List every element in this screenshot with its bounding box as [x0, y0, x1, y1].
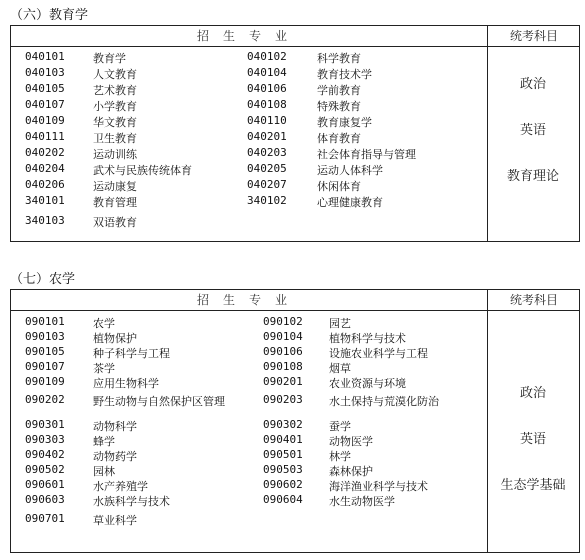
education-table — [10, 25, 580, 242]
major-code: 040111 — [25, 130, 65, 143]
exam-subject: 政治 — [519, 386, 546, 401]
major-code: 090604 — [263, 493, 303, 506]
major-code: 040107 — [25, 98, 65, 111]
major-name: 园林 — [93, 465, 115, 478]
exam-subject: 生态学基础 — [500, 478, 566, 493]
major-name: 水生动物医学 — [329, 495, 395, 508]
major-name: 农业资源与环境 — [329, 377, 406, 390]
major-name: 学前教育 — [317, 84, 361, 97]
major-name: 运动训练 — [93, 148, 137, 161]
major-code: 040102 — [247, 50, 287, 63]
education-table-body — [11, 47, 579, 242]
major-code: 090502 — [25, 463, 65, 476]
major-code: 090203 — [263, 393, 303, 406]
major-name: 烟草 — [329, 362, 351, 375]
agriculture-table-body — [11, 311, 579, 553]
major-name: 动物药学 — [93, 450, 137, 463]
header-exam-subjects: 统考科目 — [487, 290, 580, 310]
header-exam-subjects: 统考科目 — [487, 26, 580, 46]
major-name: 人文教育 — [93, 68, 137, 81]
major-name: 运动人体科学 — [317, 164, 383, 177]
section-title-education: （六）教育学 — [10, 8, 89, 23]
major-name: 社会体育指导与管理 — [317, 148, 416, 161]
major-name: 野生动物与自然保护区管理 — [93, 395, 225, 408]
major-name: 华文教育 — [93, 116, 137, 129]
major-code: 040109 — [25, 114, 65, 127]
exam-subject: 政治 — [519, 77, 546, 92]
major-code: 090103 — [25, 330, 65, 343]
major-code: 340103 — [25, 214, 65, 227]
major-code: 090501 — [263, 448, 303, 461]
exam-subject: 教育理论 — [506, 169, 559, 184]
major-name: 茶学 — [93, 362, 115, 375]
major-code: 040206 — [25, 178, 65, 191]
major-code: 040103 — [25, 66, 65, 79]
major-code: 090301 — [25, 418, 65, 431]
exam-subject: 英语 — [519, 432, 546, 447]
major-name: 科学教育 — [317, 52, 361, 65]
major-name: 教育管理 — [93, 196, 137, 209]
major-name: 水产养殖学 — [93, 480, 148, 493]
major-name: 运动康复 — [93, 180, 137, 193]
education-table-header — [11, 26, 579, 47]
major-name: 水族科学与技术 — [93, 495, 170, 508]
major-code: 340102 — [247, 194, 287, 207]
major-code: 040110 — [247, 114, 287, 127]
major-code: 090106 — [263, 345, 303, 358]
major-name: 休闲体育 — [317, 180, 361, 193]
major-name: 体育教育 — [317, 132, 361, 145]
major-name: 教育康复学 — [317, 116, 372, 129]
major-name: 教育学 — [93, 52, 126, 65]
agriculture-table-header — [11, 290, 579, 311]
major-code: 090105 — [25, 345, 65, 358]
major-code: 090603 — [25, 493, 65, 506]
major-code: 340101 — [25, 194, 65, 207]
major-name: 动物医学 — [329, 435, 373, 448]
major-name: 心理健康教育 — [317, 196, 383, 209]
major-code: 090102 — [263, 315, 303, 328]
major-name: 植物保护 — [93, 332, 137, 345]
section-title-agriculture: （七）农学 — [10, 272, 76, 287]
header-major: 招生专业 — [196, 293, 301, 307]
major-code: 090107 — [25, 360, 65, 373]
major-name: 设施农业科学与工程 — [329, 347, 428, 360]
major-code: 090302 — [263, 418, 303, 431]
major-code: 090401 — [263, 433, 303, 446]
major-code: 090303 — [25, 433, 65, 446]
major-name: 应用生物科学 — [93, 377, 159, 390]
major-name: 蚕学 — [329, 420, 351, 433]
major-code: 090402 — [25, 448, 65, 461]
major-code: 090201 — [263, 375, 303, 388]
major-name: 蜂学 — [93, 435, 115, 448]
major-name: 农学 — [93, 317, 115, 330]
major-code: 040106 — [247, 82, 287, 95]
major-name: 种子科学与工程 — [93, 347, 170, 360]
major-code: 090101 — [25, 315, 65, 328]
major-code: 090109 — [25, 375, 65, 388]
major-name: 植物科学与技术 — [329, 332, 406, 345]
major-code: 090503 — [263, 463, 303, 476]
header-major: 招生专业 — [196, 29, 301, 43]
agriculture-table — [10, 289, 580, 553]
major-code: 090701 — [25, 512, 65, 525]
major-code: 040108 — [247, 98, 287, 111]
major-code: 040207 — [247, 178, 287, 191]
major-code: 040205 — [247, 162, 287, 175]
major-code: 040201 — [247, 130, 287, 143]
major-name: 武术与民族传统体育 — [93, 164, 192, 177]
major-code: 090601 — [25, 478, 65, 491]
major-code: 040203 — [247, 146, 287, 159]
major-name: 教育技术学 — [317, 68, 372, 81]
major-name: 草业科学 — [93, 514, 137, 527]
major-code: 040105 — [25, 82, 65, 95]
major-code: 040101 — [25, 50, 65, 63]
major-name: 动物科学 — [93, 420, 137, 433]
major-name: 水土保持与荒漠化防治 — [329, 395, 439, 408]
major-name: 园艺 — [329, 317, 351, 330]
major-code: 090108 — [263, 360, 303, 373]
major-name: 林学 — [329, 450, 351, 463]
major-name: 艺术教育 — [93, 84, 137, 97]
major-name: 卫生教育 — [93, 132, 137, 145]
major-name: 小学教育 — [93, 100, 137, 113]
exam-subject: 英语 — [519, 123, 546, 138]
major-name: 森林保护 — [329, 465, 373, 478]
major-code: 090602 — [263, 478, 303, 491]
major-name: 双语教育 — [93, 216, 137, 229]
major-code: 040202 — [25, 146, 65, 159]
major-name: 特殊教育 — [317, 100, 361, 113]
major-code: 090202 — [25, 393, 65, 406]
major-name: 海洋渔业科学与技术 — [329, 480, 428, 493]
major-code: 040204 — [25, 162, 65, 175]
major-code: 090104 — [263, 330, 303, 343]
major-code: 040104 — [247, 66, 287, 79]
